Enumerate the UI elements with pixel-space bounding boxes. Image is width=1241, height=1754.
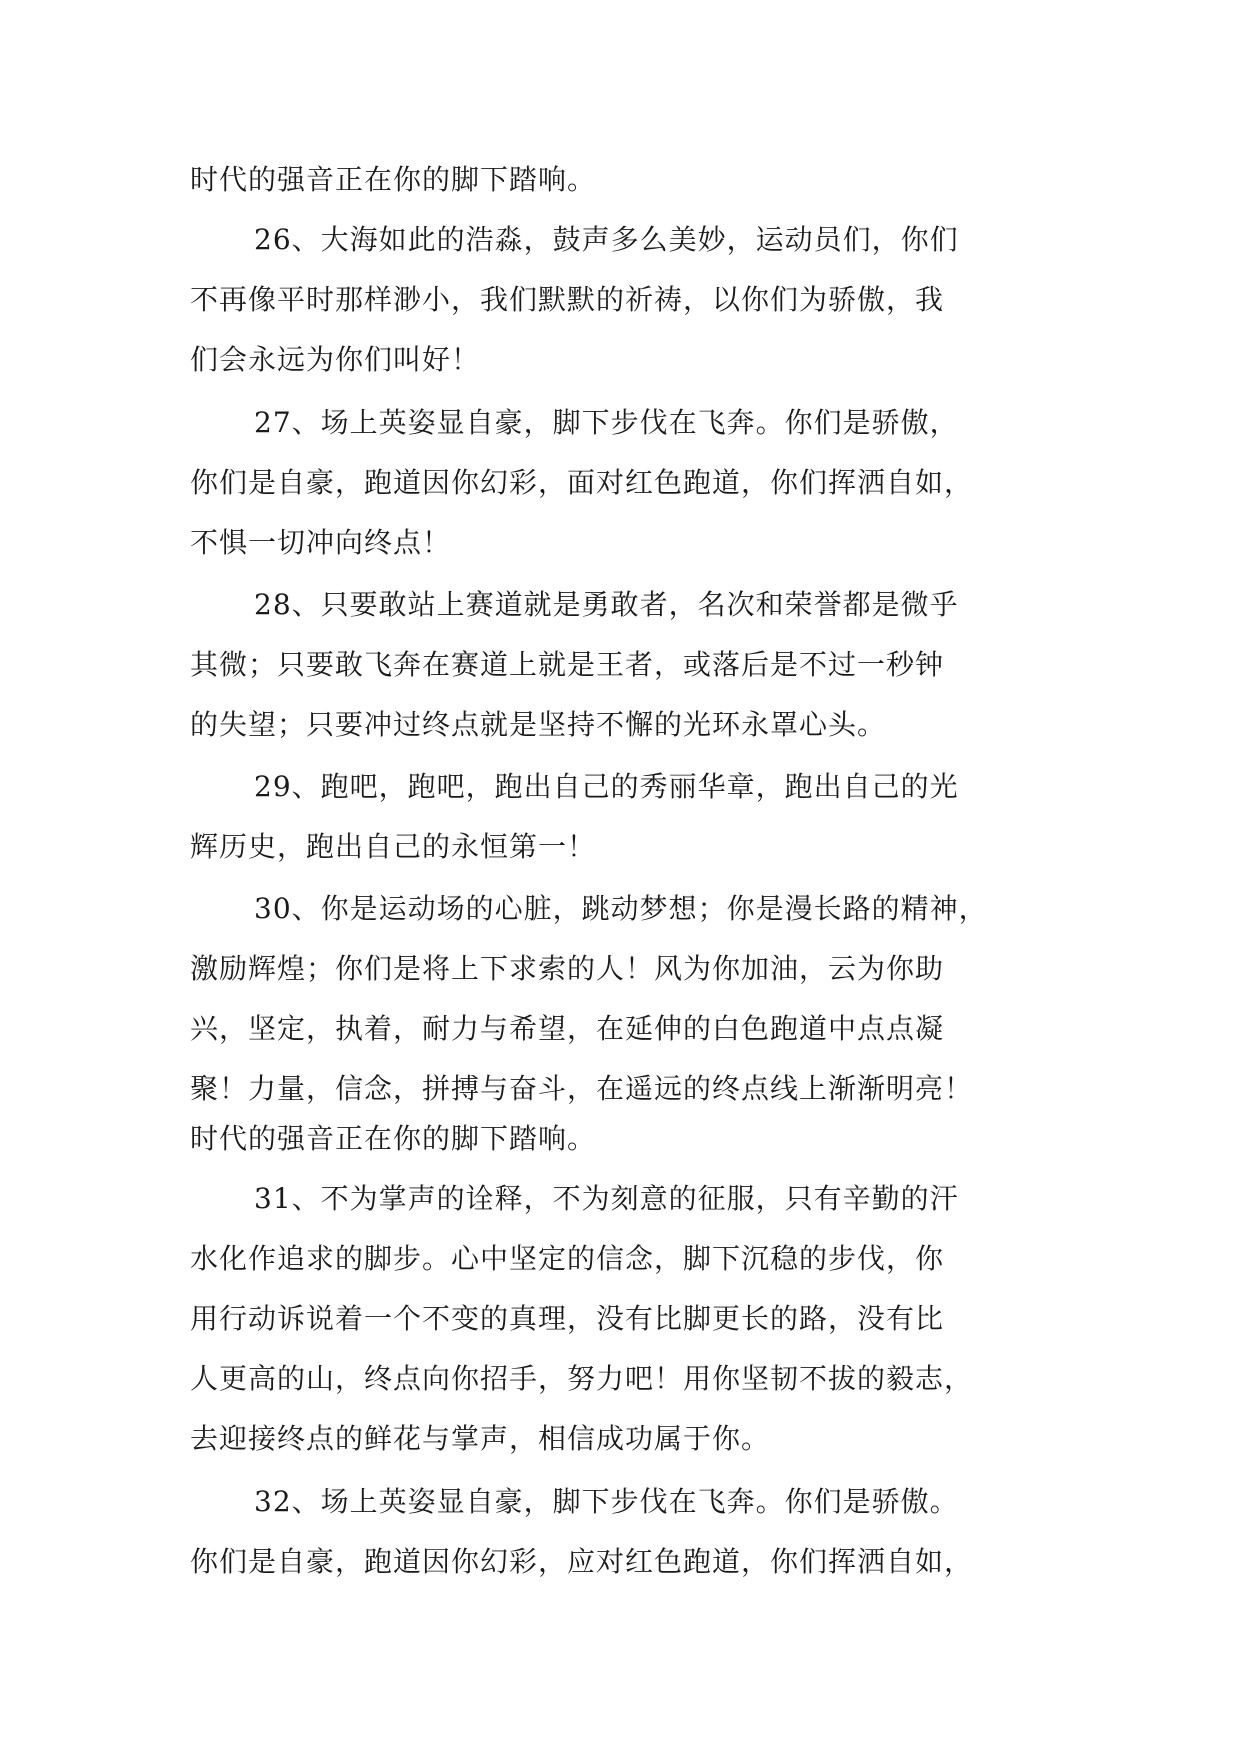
paragraph-30-line: 30、你是运动场的心脏，跳动梦想；你是漫长路的精神，	[254, 892, 988, 925]
text-line: 辉历史，跑出自己的永恒第一！	[190, 830, 597, 863]
text-line: 其微；只要敢飞奔在赛道上就是王者，或落后是不过一秒钟	[190, 648, 945, 681]
paragraph-29-line: 29、跑吧，跑吧，跑出自己的秀丽华章，跑出自己的光	[254, 770, 959, 803]
text-line: 时代的强音正在你的脚下踏响。	[190, 1122, 597, 1155]
paragraph-26-line: 26、大海如此的浩淼，鼓声多么美妙，运动员们，你们	[254, 223, 959, 256]
paragraph-31-line: 31、不为掌声的诠释，不为刻意的征服，只有辛勤的汗	[254, 1182, 959, 1215]
text-line: 你们是自豪，跑道因你幻彩，面对红色跑道，你们挥洒自如，	[190, 466, 974, 499]
text-line: 人更高的山，终点向你招手，努力吧！用你坚韧不拔的毅志，	[190, 1362, 974, 1395]
text-line: 的失望；只要冲过终点就是坚持不懈的光环永罩心头。	[190, 708, 887, 741]
text-line: 不惧一切冲向终点！	[190, 526, 452, 559]
text-line: 聚！力量，信念，拼搏与奋斗，在遥远的终点线上渐渐明亮！	[190, 1072, 974, 1105]
text-line: 去迎接终点的鲜花与掌声，相信成功属于你。	[190, 1422, 771, 1455]
paragraph-32-line: 32、场上英姿显自豪，脚下步伐在飞奔。你们是骄傲。	[254, 1485, 959, 1518]
text-line: 激励辉煌；你们是将上下求索的人！风为你加油，云为你助	[190, 952, 945, 985]
paragraph-28-line: 28、只要敢站上赛道就是勇敢者，名次和荣誉都是微乎	[254, 588, 959, 621]
text-line: 时代的强音正在你的脚下踏响。	[190, 163, 597, 196]
text-line: 们会永远为你们叫好！	[190, 343, 481, 376]
paragraph-27-line: 27、场上英姿显自豪，脚下步伐在飞奔。你们是骄傲，	[254, 406, 959, 439]
text-line: 兴，坚定，执着，耐力与希望，在延伸的白色跑道中点点凝	[190, 1012, 945, 1045]
text-line: 你们是自豪，跑道因你幻彩，应对红色跑道，你们挥洒自如，	[190, 1545, 974, 1578]
text-line: 水化作追求的脚步。心中坚定的信念，脚下沉稳的步伐，你	[190, 1242, 945, 1275]
text-line: 不再像平时那样渺小，我们默默的祈祷，以你们为骄傲，我	[190, 283, 945, 316]
text-line: 用行动诉说着一个不变的真理，没有比脚更长的路，没有比	[190, 1302, 945, 1335]
